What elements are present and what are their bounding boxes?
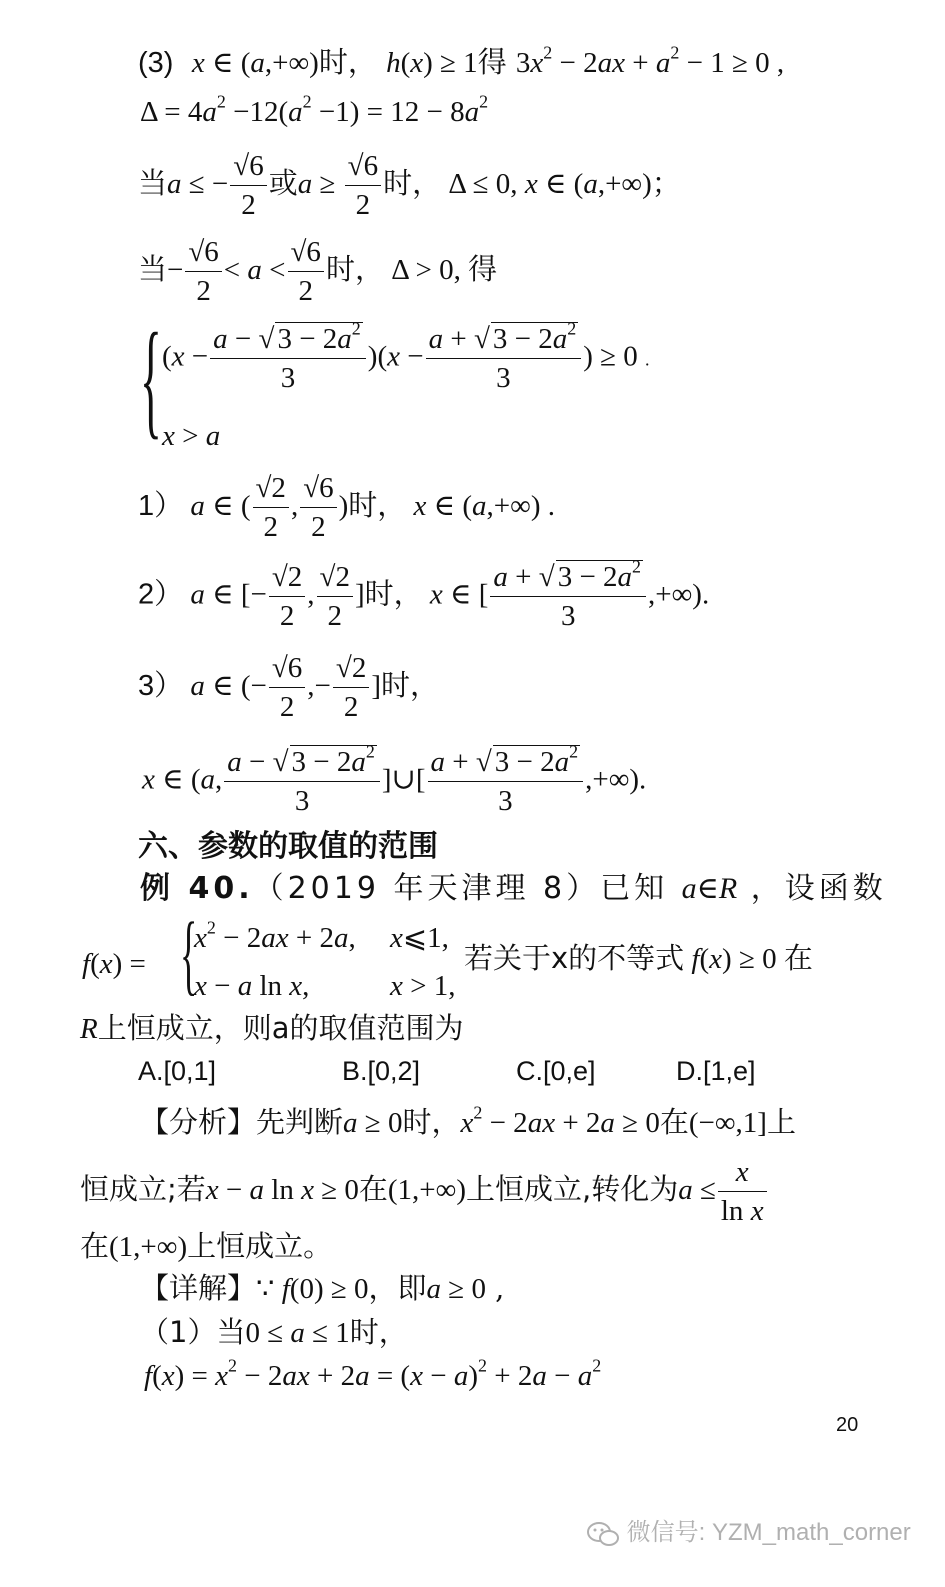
analysis-l2a: 恒成立;若 <box>80 1172 206 1206</box>
subcase-1-label: 1） <box>138 490 184 522</box>
analysis-line-3: 在(1,+∞)上恒成立。 <box>80 1229 333 1263</box>
line-case-outside: 当a ≤ − $\frac{√6}{2}$ 或a ≥ $\frac{√6}{2}$ 时， Δ ≤ 0, x ∈ (a,+∞)； <box>138 150 681 222</box>
detail-expansion: $f(x) = x^2 - 2ax + 2a = (x - a)^2 + 2a - a^2$ <box>144 1355 602 1392</box>
analysis-label: 【分析】 <box>140 1105 257 1139</box>
analysis-l1b: 时， <box>402 1105 461 1139</box>
detail-case-1: （1）当0 ≤ a ≤ 1时， <box>140 1315 408 1349</box>
line-case-inside: 当− $\frac{√6}{2}$ < a < $\frac{√6}{2}$ 时， Δ > 0, 得 <box>138 236 498 308</box>
detail-l1: ，即 <box>368 1271 427 1305</box>
wechat-icon <box>586 1520 620 1548</box>
option-c: C.[0,e] <box>516 1056 596 1086</box>
analysis-l2b: 在 <box>358 1172 388 1206</box>
example-text3: 在 <box>783 941 813 975</box>
subcase-2: 2） a ∈ [− $\frac{√2}{2}$ , $\frac{√2}{2}$ ]时， x ∈ [ $\frac{a + √ 3 - 2a^2}{3}$ ,+∞). <box>138 556 710 633</box>
example-text4-line: R上恒成立，则a的取值范围为 <box>80 1011 464 1045</box>
line-discriminant: $\Delta = 4a^2 -12(a^2 -1) = 12 - 8a^2$ <box>140 91 489 128</box>
option-d: D.[1,e] <box>676 1056 756 1086</box>
analysis-l1d: 上 <box>766 1105 796 1139</box>
text-de: 得 <box>477 45 507 79</box>
example-text2: 若关于x的不等式 <box>464 941 685 975</box>
example-heading: 例 40.（2019 年天津理 8）已知 a∈R ，设函数 <box>140 871 887 906</box>
text-de2: 得 <box>468 252 498 286</box>
analysis-l2c: 上恒成立,转化为 <box>465 1172 679 1206</box>
analysis-l1c: 在 <box>659 1105 689 1139</box>
detail-line-1: 【详解】∵ f(0) ≥ 0，即a ≥ 0 , <box>140 1271 505 1305</box>
watermark-text: 微信号: YZM_math_corner <box>626 1519 911 1546</box>
analysis-l1a: 先判断 <box>256 1105 344 1139</box>
example-label: 例 40. <box>140 871 254 906</box>
section-title: 六、参数的取值的范围 <box>138 829 438 864</box>
text-dang: 当 <box>138 166 168 200</box>
part3-label: (3) <box>138 47 174 79</box>
detail-case1b: 时， <box>349 1315 408 1349</box>
subcase-1: 1） a ∈ ( $\frac{√2}{2}$ , $\frac{√6}{2}$ )时， x ∈ (a,+∞) . <box>138 472 555 544</box>
subcase-3: 3） a ∈ (− $\frac{√6}{2}$ ,− $\frac{√2}{2}$ ]时， <box>138 652 440 724</box>
line-part3-condition: (3) x ∈ (a,+∞)时， h(x) ≥ 1得 $3x^2 - 2ax + a^2 - 1 \ge 0$ , <box>138 42 785 79</box>
detail-label: 【详解】 <box>140 1271 257 1305</box>
example-text4: 上恒成立，则a的取值范围为 <box>97 1011 464 1045</box>
example-source: （2019 年天津理 8）已知 <box>253 871 669 906</box>
analysis-l3b: 上恒成立。 <box>187 1229 333 1263</box>
analysis-l3a: 在 <box>80 1229 110 1263</box>
detail-case1: （1）当 <box>140 1315 246 1349</box>
watermark <box>586 1512 911 1548</box>
page-number: 20 <box>836 1414 859 1436</box>
subcase-3-solution: x ∈ (a, $\frac{a - √ 3 - 2a^2}{3}$ ]∪[ $\frac{a + √ 3 - 2a^2}{3}$ ,+∞). <box>142 741 647 818</box>
analysis-line-1: 【分析】先判断a ≥ 0时，$x^2 - 2ax + 2a \ge 0$在(−∞,1]上 <box>140 1102 796 1139</box>
subcase-2-label: 2） <box>138 578 184 611</box>
analysis-line-2: 恒成立;若x − a ln x ≥ 0在(1,+∞)上恒成立,转化为a ≤ $\frac{x}{\text{ln x}}$ <box>80 1156 769 1229</box>
option-b: B.[0,2] <box>342 1056 421 1086</box>
text-huo: 或 <box>268 166 298 200</box>
subcase-3-label: 3） <box>138 670 184 702</box>
text-shi: 时， <box>318 45 377 79</box>
example-text1: 设函数 <box>784 871 887 906</box>
option-a: A.[0,1] <box>138 1056 217 1086</box>
